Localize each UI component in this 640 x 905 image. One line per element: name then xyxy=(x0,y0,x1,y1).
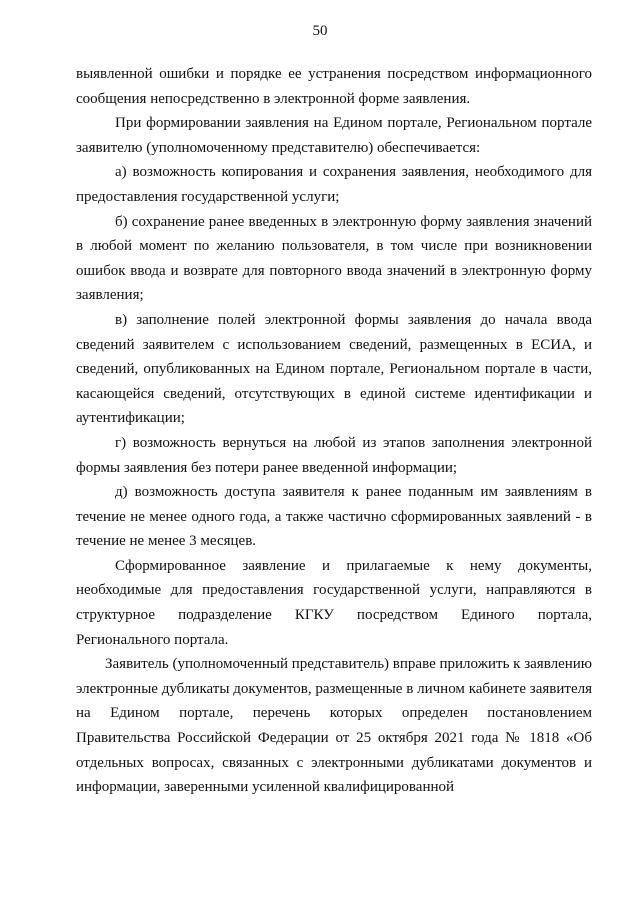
list-item-a: а) возможность копирования и сохранения заявления, необходимого для предоставления государственной услуги; xyxy=(76,164,592,205)
document-body xyxy=(76,62,592,800)
paragraph-submission: Сформированное заявление и прилагаемые к нему документы, необходимые для предоставления государственной услуги, направляются в структурное подразделение КГКУ посредством Единого портала, Регионального портала. xyxy=(76,557,592,648)
list-item-v: в) заполнение полей электронной формы заявления до начала ввода сведений заявителем с использованием сведений, размещенных в ЕСИА, и сведений, опубликованных на Едином портале, Региональном портале в части, касающейся сведений, отсутствующих в единой системе идентификации и аутентификации; xyxy=(76,311,592,427)
page-number: 50 xyxy=(312,23,328,39)
list-item-d: д) возможность доступа заявителя к ранее поданным им заявлениям в течение не менее одного года, а также частично сформированных заявлений - в течение не менее 3 месяцев. xyxy=(76,484,592,550)
list-item-g: г) возможность вернуться на любой из этапов заполнения электронной формы заявления без потери ранее введенной информации; xyxy=(76,434,592,476)
paragraph-intro: При формировании заявления на Едином портале, Региональном портале заявителю (уполномоченному представителю) обеспечивается: xyxy=(76,115,592,156)
list-item-b: б) сохранение ранее введенных в электронную форму заявления значений в любой момент по желанию пользователя, в том числе при возникновении ошибок ввода и возврате для повторного ввода значений в электронную форму заявления; xyxy=(76,213,592,304)
paragraph-continuation: выявленной ошибки и порядке ее устранения посредством информационного сообщения непосредственно в электронной форме заявления. xyxy=(76,66,592,107)
paragraph-duplicates: Заявитель (уполномоченный представитель) вправе приложить к заявлению электронные дубликаты документов, размещенные в личном кабинете заявителя на Едином портале, перечень которых определен постановлением Правительства Российской Федерации от 25 октября 2021 года № 1818 «Об отдельных вопросах, связанных с электронными дубликатами документов и информации, заверенными усиленной квалифицированной xyxy=(76,656,592,796)
